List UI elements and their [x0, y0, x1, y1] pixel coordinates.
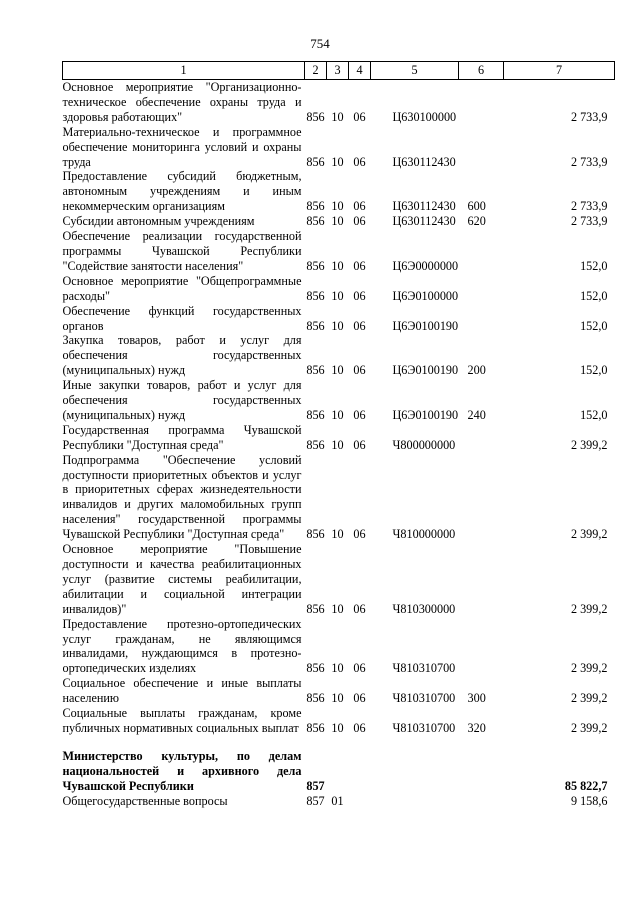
table-row	[63, 542, 615, 617]
row-target-article: Ц630112430	[392, 199, 456, 214]
row-name: Материально-техническое и программное обеспечение мониторинга условий и охраны труда	[62, 124, 302, 169]
table-row	[63, 617, 615, 677]
row-subsection: 06	[353, 109, 366, 124]
row-target-article: Ц6Э0000000	[392, 258, 459, 273]
row-section: 10	[331, 691, 344, 706]
table-row	[63, 125, 615, 170]
row-target-article: Ч810000000	[392, 527, 456, 542]
row-expense-type: 620	[467, 214, 486, 229]
row-expense-type	[459, 304, 504, 334]
header-col-7: 7	[504, 62, 615, 80]
row-amount: 2 399,2	[570, 601, 608, 616]
row-section: 10	[331, 214, 344, 229]
row-section: 10	[331, 154, 344, 169]
row-name: Субсидии автономным учреждениям	[62, 214, 255, 229]
row-target-article: Ц630112430	[392, 214, 456, 229]
row-target-article: Ч810310700	[392, 720, 456, 735]
row-ministry-code: 856	[306, 363, 325, 378]
header-col-2: 2	[305, 62, 327, 80]
row-section: 10	[331, 258, 344, 273]
row-expense-type	[459, 274, 504, 304]
row-subsection: 06	[353, 288, 366, 303]
row-target-article: Ц6Э0100000	[392, 288, 459, 303]
row-name: Государственная программа Чувашской Республики "Доступная среда"	[62, 422, 302, 452]
row-subsection: 06	[353, 691, 366, 706]
row-subsection: 06	[353, 437, 366, 452]
row-expense-type	[459, 794, 504, 809]
row-name: Подпрограмма "Обеспечение условий доступности приоритетных объектов и услуг в приоритетных сферах жизнедеятельности инвалидов и других маломобильных групп населения" государственной программы Чувашской Республики "Доступная среда"	[62, 452, 302, 542]
row-target-article: Ч810310700	[392, 691, 456, 706]
row-target-article: Ч810300000	[392, 601, 456, 616]
row-subsection	[349, 794, 371, 809]
table-row	[63, 794, 615, 809]
table-row	[63, 80, 615, 125]
table-row	[63, 229, 615, 274]
row-subsection: 06	[353, 527, 366, 542]
row-amount: 152,0	[580, 318, 608, 333]
row-name: Основное мероприятие "Организационно-техническое обеспечение охраны труда и здоровья работающих"	[62, 80, 302, 124]
row-amount: 2 733,9	[570, 109, 608, 124]
row-name: Общегосударственные вопросы	[62, 793, 228, 808]
row-subsection: 06	[353, 154, 366, 169]
row-ministry-code: 856	[306, 437, 325, 452]
header-col-6: 6	[459, 62, 504, 80]
table-row	[63, 453, 615, 542]
row-amount: 152,0	[580, 363, 608, 378]
row-target-article: Ч800000000	[392, 437, 456, 452]
table-header-row	[63, 62, 615, 80]
row-expense-type: 320	[467, 720, 486, 735]
row-target-article: Ц630100000	[392, 109, 457, 124]
row-ministry-code: 856	[306, 661, 325, 676]
row-name: Иные закупки товаров, работ и услуг для обеспечения государственных (муниципальных) нужд	[62, 378, 302, 422]
row-name: Основное мероприятие "Общепрограммные расходы"	[62, 273, 302, 303]
row-section: 10	[331, 407, 344, 422]
row-expense-type	[459, 229, 504, 274]
row-expense-type	[459, 453, 504, 542]
row-section: 10	[331, 527, 344, 542]
row-name: Министерство культуры, по делам национальностей и архивного дела Чувашской Республики	[62, 748, 302, 793]
table-row	[63, 304, 615, 334]
row-amount: 2 399,2	[570, 437, 608, 452]
row-name: Предоставление субсидий бюджетным, автономным учреждениям и иным некоммерческим организациям	[62, 169, 302, 214]
row-amount: 9 158,6	[570, 793, 608, 808]
row-ministry-code: 856	[306, 199, 325, 214]
table-row	[63, 706, 615, 736]
row-amount: 2 733,9	[570, 199, 608, 214]
page-number: 754	[310, 36, 330, 51]
table-row	[63, 676, 615, 706]
row-amount: 2 733,9	[570, 154, 608, 169]
row-ministry-code: 856	[306, 601, 325, 616]
budget-table	[62, 61, 615, 809]
row-subsection: 06	[353, 318, 366, 333]
row-name: Социальное обеспечение и иные выплаты населению	[62, 676, 302, 706]
row-expense-type: 200	[467, 363, 486, 378]
row-section: 10	[331, 661, 344, 676]
table-row-ministry	[63, 736, 615, 794]
row-section: 10	[331, 363, 344, 378]
row-expense-type	[459, 736, 504, 794]
row-name: Социальные выплаты гражданам, кроме публичных нормативных социальных выплат	[62, 706, 302, 735]
row-ministry-code: 856	[306, 691, 325, 706]
row-subsection	[349, 736, 371, 794]
row-section: 10	[331, 199, 344, 214]
row-ministry-code: 856	[306, 318, 325, 333]
row-name: Основное мероприятие "Повышение доступности и качества реабилитационных услуг (развитие системы реабилитации, абилитации и социальной интеграции инвалидов)"	[62, 542, 302, 616]
row-ministry-code: 856	[306, 288, 325, 303]
table-row	[63, 333, 615, 378]
row-amount: 2 399,2	[570, 661, 608, 676]
row-expense-type	[459, 80, 504, 125]
row-section: 01	[331, 793, 344, 808]
row-target-article: Ч810310700	[392, 661, 456, 676]
row-amount: 2 399,2	[570, 691, 608, 706]
row-expense-type: 240	[467, 407, 486, 422]
table-row	[63, 378, 615, 423]
row-section: 10	[331, 720, 344, 735]
row-expense-type	[459, 617, 504, 677]
row-subsection: 06	[353, 214, 366, 229]
row-target-article	[371, 736, 459, 794]
row-ministry-code: 856	[306, 109, 325, 124]
row-target-article: Ц6Э0100190	[392, 318, 459, 333]
row-expense-type	[459, 125, 504, 170]
header-col-5: 5	[371, 62, 459, 80]
row-amount: 85 822,7	[564, 778, 608, 793]
row-section: 10	[331, 601, 344, 616]
row-ministry-code: 857	[306, 793, 325, 808]
table-row	[63, 169, 615, 214]
row-section: 10	[331, 109, 344, 124]
row-expense-type: 300	[467, 691, 486, 706]
row-subsection: 06	[353, 407, 366, 422]
row-ministry-code: 856	[306, 258, 325, 273]
row-subsection: 06	[353, 601, 366, 616]
row-ministry-code: 857	[306, 778, 325, 793]
row-section: 10	[331, 288, 344, 303]
row-expense-type	[459, 423, 504, 453]
row-ministry-code: 856	[306, 154, 325, 169]
header-col-1: 1	[63, 62, 305, 80]
row-subsection: 06	[353, 363, 366, 378]
row-subsection: 06	[353, 661, 366, 676]
row-amount: 152,0	[580, 258, 608, 273]
row-expense-type: 600	[467, 199, 486, 214]
row-amount: 2 399,2	[570, 720, 608, 735]
row-amount: 2 733,9	[570, 214, 608, 229]
row-section	[327, 736, 349, 794]
row-target-article: Ц6Э0100190	[392, 407, 459, 422]
row-target-article	[371, 794, 459, 809]
row-amount: 152,0	[580, 407, 608, 422]
row-ministry-code: 856	[306, 720, 325, 735]
header-col-4: 4	[349, 62, 371, 80]
row-amount: 152,0	[580, 288, 608, 303]
row-target-article: Ц630112430	[392, 154, 456, 169]
row-target-article: Ц6Э0100190	[392, 363, 459, 378]
table-row	[63, 274, 615, 304]
row-subsection: 06	[353, 199, 366, 214]
row-amount: 2 399,2	[570, 527, 608, 542]
table-row	[63, 423, 615, 453]
row-subsection: 06	[353, 258, 366, 273]
row-section: 10	[331, 318, 344, 333]
row-name: Обеспечение функций государственных органов	[62, 303, 302, 333]
row-expense-type	[459, 542, 504, 617]
row-name: Предоставление протезно-ортопедических услуг гражданам, не являющимся инвалидами, нуждающимся в протезно-ортопедических изделиях	[62, 616, 302, 676]
row-subsection: 06	[353, 720, 366, 735]
table-row	[63, 214, 615, 229]
header-col-3: 3	[327, 62, 349, 80]
row-ministry-code: 856	[306, 527, 325, 542]
row-ministry-code: 856	[306, 407, 325, 422]
row-ministry-code: 856	[306, 214, 325, 229]
row-name: Закупка товаров, работ и услуг для обеспечения государственных (муниципальных) нужд	[62, 333, 302, 378]
row-section: 10	[331, 437, 344, 452]
row-name: Обеспечение реализации государственной программы Чувашской Республики "Содействие занятости населения"	[62, 229, 302, 273]
